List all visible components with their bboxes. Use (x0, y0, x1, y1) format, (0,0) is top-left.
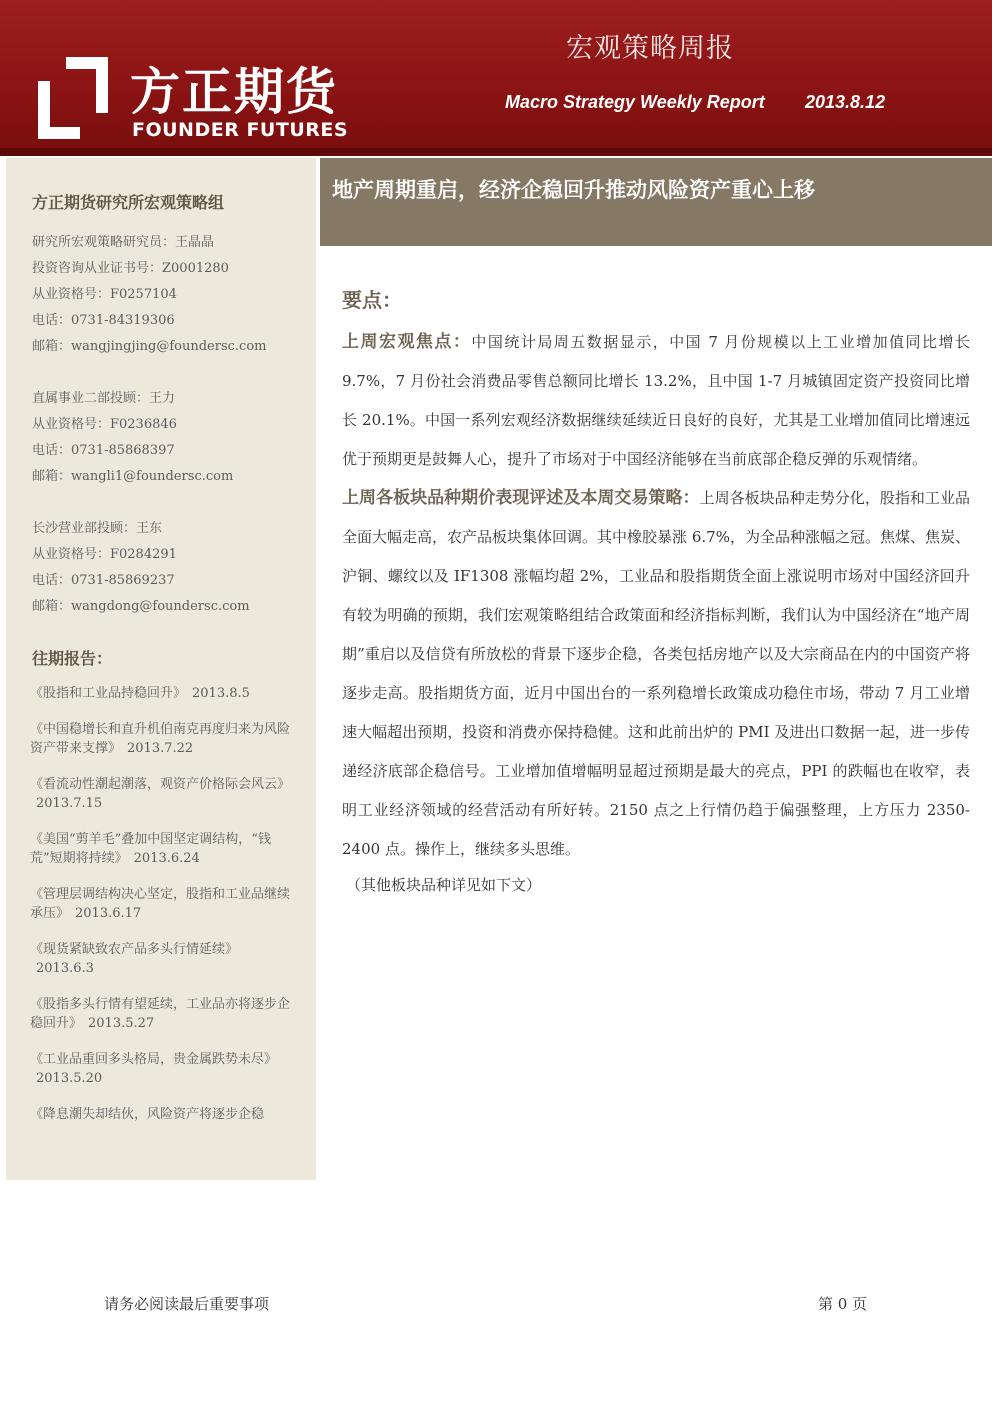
contact-line: 研究所宏观策略研究员：王晶晶 (32, 235, 215, 250)
contact-block-1 (32, 230, 266, 360)
report-header (0, 0, 992, 155)
past-report-item[interactable] (30, 775, 300, 813)
past-report-date: 2013.6.17 (75, 906, 142, 921)
past-report-item[interactable] (30, 830, 300, 868)
paragraph-lead: 上周各板块品种期价表现评述及本周交易策略： (342, 488, 700, 508)
past-report-date: 2013.7.15 (36, 796, 103, 811)
header-divider (0, 148, 992, 156)
paragraph-text: 上周各板块品种走势分化，股指和工业品全面大幅走高，农产品板块集体回调。其中橡胶暴涨 6.7%，为全品种涨幅之冠。焦煤、焦炭、沪铜、螺纹以及 IF1308 涨幅均超 2%，工业品和股指期货全面上涨说明市场对中国经济回升有较为明确的预期，我们宏观策略组结合政策面和经济指标判断，我们认为中国经济在“地产周期”重启以及信贷有所放松的背景下逐步企稳，各类包括房地产以及大宗商品在内的中国资产将逐步走高。股指期货方面，近月中国出台的一系列稳增长政策成功稳住市场，带动 7 月工业增速大幅超出预期，投资和消费亦保持稳健。这和此前出炉的 PMI 及进出口数据一起，进一步传递经济底部企稳信号。工业增加值增幅明显超过预期是最大的亮点，PPI 的跌幅也在收窄，表明工业经济领域的经营活动有所好转。2150 点之上行情仍趋于偏强整理，上方压力 2350-2400 点。操作上，继续多头思维。 (342, 489, 970, 858)
team-title: 方正期货研究所宏观策略组 (32, 193, 225, 212)
past-report-date: 2013.6.3 (36, 961, 94, 976)
past-report-title: 《降息潮失却结伙，风险资产将逐步企稳 (30, 1107, 265, 1122)
contact-line: 直属事业二部投顾：王力 (32, 391, 176, 406)
past-report-date: 2013.7.22 (127, 741, 194, 756)
contact-line: 电话：0731-85868397 (32, 443, 175, 458)
past-report-item[interactable] (30, 885, 300, 923)
main-content (342, 284, 970, 901)
past-reports-title: 往期报告： (32, 649, 113, 668)
past-report-item[interactable] (30, 720, 300, 758)
past-report-item[interactable] (30, 940, 300, 978)
past-report-date: 2013.5.27 (88, 1016, 155, 1031)
past-report-item[interactable] (30, 995, 300, 1033)
past-report-title: 《现货紧缺致农产品多头行情延续》 (30, 942, 239, 957)
report-date: 2013.8.12 (805, 92, 886, 112)
past-report-item[interactable] (30, 684, 300, 703)
contact-line: 电话：0731-85869237 (32, 573, 175, 588)
paragraph-sector-review (342, 479, 970, 869)
logo-chinese-name: 方正期货 (130, 63, 338, 121)
paragraph-text: 中国统计局周五数据显示，中国 7 月份规模以上工业增加值同比增长 9.7%，7 月份社会消费品零售总额同比增长 13.2%，且中国 1-7 月城镇固定资产投资同比增长 20.1%。中国一系列宏观经济数据继续延续近日良好的良好，尤其是工业增加值同比增速远优于预期更是鼓舞人心，提升了市场对于中国经济能够在当前底部企稳反弹的乐观情绪。 (342, 333, 970, 468)
past-report-title: 《股指多头行情有望延续，工业品亦将逐步企稳回升》 (30, 997, 291, 1031)
contact-email[interactable]: 邮箱：wangjingjing@foundersc.com (32, 339, 267, 354)
logo-english-name: FOUNDER FUTURES (132, 119, 349, 141)
past-report-title: 《中国稳增长和直升机伯南克再度归来为风险资产带来支撑》 (30, 722, 291, 756)
report-title-chinese: 宏观策略周报 (566, 33, 734, 64)
page-number: 第 0 页 (818, 1295, 868, 1313)
contact-block-3 (32, 516, 250, 620)
past-report-title: 《管理层调结构决心坚定，股指和工业品继续承压》 (30, 887, 291, 921)
past-report-title: 《看流动性潮起潮落，观资产价格际会风云》 (30, 777, 291, 792)
contact-line: 从业资格号：F0284291 (32, 547, 177, 562)
contact-line: 电话：0731-84319306 (32, 313, 175, 328)
paragraph-lead: 上周宏观焦点： (342, 332, 472, 352)
past-report-date: 2013.5.20 (36, 1071, 103, 1086)
past-report-item[interactable] (30, 1105, 300, 1124)
key-points-heading: 要点： (342, 288, 402, 312)
past-report-item[interactable] (30, 1050, 300, 1088)
contact-line: 投资咨询从业证书号：Z0001280 (32, 261, 229, 276)
footer-disclaimer: 请务必阅读最后重要事项 (104, 1295, 270, 1313)
contact-line: 从业资格号：F0257104 (32, 287, 177, 302)
report-title-english: Macro Strategy Weekly Report (505, 92, 765, 112)
founder-logo-icon (38, 57, 108, 139)
headline: 地产周期重启，经济企稳回升推动风险资产重心上移 (332, 178, 815, 202)
contact-line: 从业资格号：F0236846 (32, 417, 177, 432)
headline-band (320, 158, 992, 246)
past-report-title: 《工业品重回多头格局，贵金属跌势未尽》 (30, 1052, 278, 1067)
contact-line: 长沙营业部投顾：王东 (32, 521, 163, 536)
sidebar (6, 158, 316, 1180)
past-report-title: 《股指和工业品持稳回升》 (30, 686, 187, 701)
contact-email[interactable]: 邮箱：wangdong@foundersc.com (32, 599, 250, 614)
contact-block-2 (32, 386, 233, 490)
contact-email[interactable]: 邮箱：wangli1@foundersc.com (32, 469, 234, 484)
past-report-date: 2013.6.24 (133, 851, 200, 866)
see-below-note: （其他板块品种详见如下文） (346, 876, 542, 894)
past-report-title: 《美国“剪羊毛”叠加中国坚定调结构，“钱荒”短期将持续》 (30, 832, 271, 866)
past-report-date: 2013.8.5 (192, 686, 250, 701)
paragraph-macro-focus (342, 323, 970, 479)
past-reports-list (30, 684, 300, 1141)
